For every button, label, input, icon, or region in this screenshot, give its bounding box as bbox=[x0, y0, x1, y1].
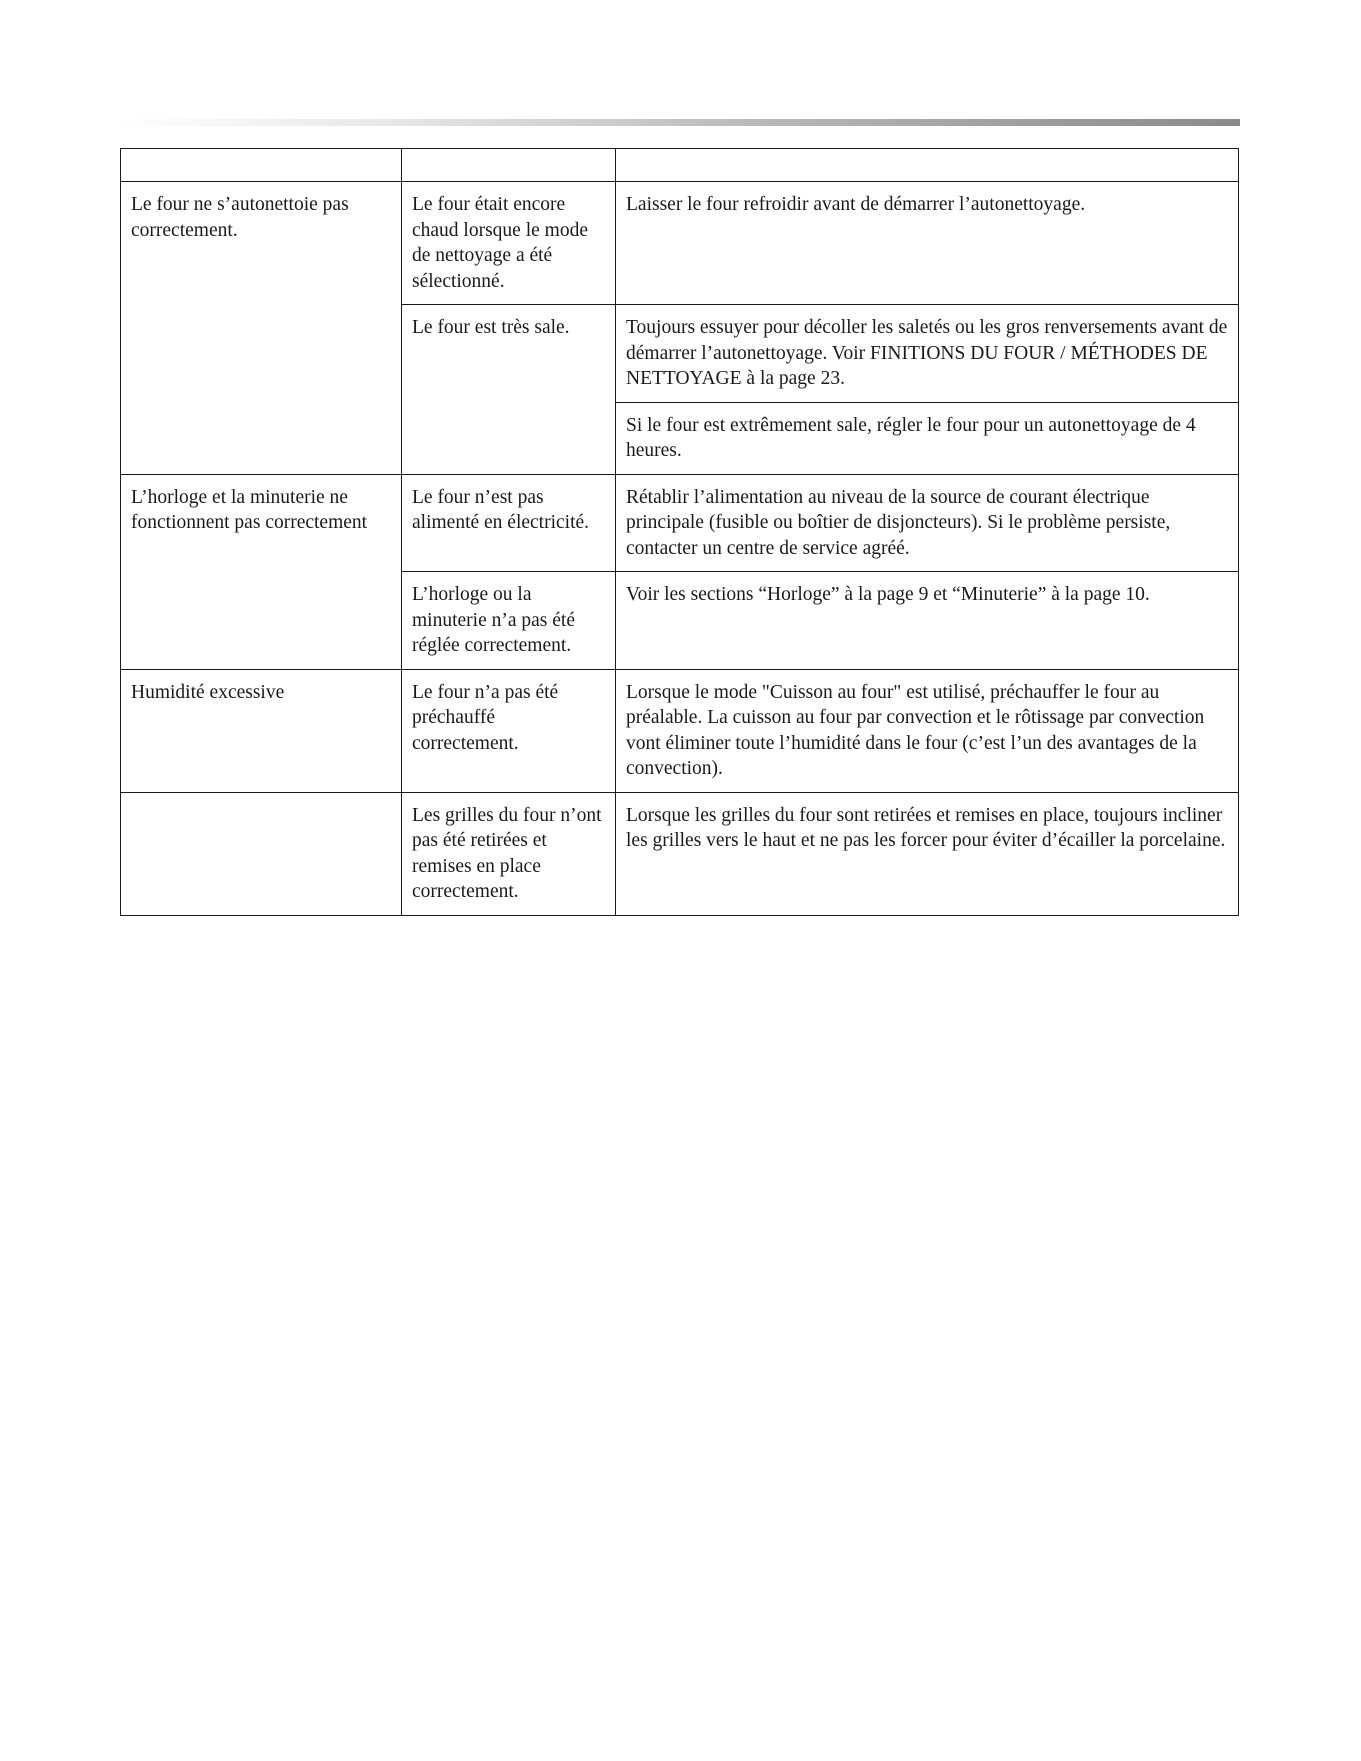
header-cause bbox=[402, 149, 616, 182]
troubleshooting-table bbox=[120, 148, 1239, 916]
solution-cell: Voir les sections “Horloge” à la page 9 et “Minuterie” à la page 10. bbox=[616, 572, 1239, 670]
solution-cell: Lorsque le mode "Cuisson au four" est utilisé, préchauffer le four au préalable. La cuisson au four par convection et le rôtissage par convection vont éliminer toute l’humidité dans le four (c’est l’un des avantages de la convection). bbox=[616, 669, 1239, 792]
problem-cell bbox=[121, 792, 402, 915]
solution-cell: Lorsque les grilles du four sont retirées et remises en place, toujours incliner les grilles vers le haut et ne pas les forcer pour éviter d’écailler la porcelaine. bbox=[616, 792, 1239, 915]
table-header-row bbox=[121, 149, 1239, 182]
header-rule bbox=[120, 119, 1240, 126]
problem-cell: L’horloge et la minuterie ne fonctionnent pas correctement bbox=[121, 474, 402, 669]
solution-cell: Rétablir l’alimentation au niveau de la source de courant électrique principale (fusible ou boîtier de disjoncteurs). Si le problème persiste, contacter un centre de service agréé. bbox=[616, 474, 1239, 572]
cause-cell: Les grilles du four n’ont pas été retirées et remises en place correctement. bbox=[402, 792, 616, 915]
table-row bbox=[121, 182, 1239, 305]
solution-cell: Laisser le four refroidir avant de démarrer l’autonettoyage. bbox=[616, 182, 1239, 305]
header-problem bbox=[121, 149, 402, 182]
solution-cell: Si le four est extrêmement sale, régler le four pour un autonettoyage de 4 heures. bbox=[616, 402, 1239, 474]
cause-cell: Le four est très sale. bbox=[402, 305, 616, 475]
table-row bbox=[121, 474, 1239, 572]
cause-cell: Le four n’a pas été préchauffé correctement. bbox=[402, 669, 616, 792]
footer-print-mark bbox=[1193, 1752, 1343, 1758]
solution-cell: Toujours essuyer pour décoller les saletés ou les gros renversements avant de démarrer l’autonettoyage. Voir FINITIONS DU FOUR / MÉTHODES DE NETTOYAGE à la page 23. bbox=[616, 305, 1239, 403]
cause-cell: Le four était encore chaud lorsque le mode de nettoyage a été sélectionné. bbox=[402, 182, 616, 305]
table-row bbox=[121, 792, 1239, 915]
cause-cell: Le four n’est pas alimenté en électricité. bbox=[402, 474, 616, 572]
header-solution bbox=[616, 149, 1239, 182]
problem-cell: Humidité excessive bbox=[121, 669, 402, 792]
table-row bbox=[121, 669, 1239, 792]
cause-cell: L’horloge ou la minuterie n’a pas été réglée correctement. bbox=[402, 572, 616, 670]
problem-cell: Le four ne s’autonettoie pas correctement. bbox=[121, 182, 402, 475]
